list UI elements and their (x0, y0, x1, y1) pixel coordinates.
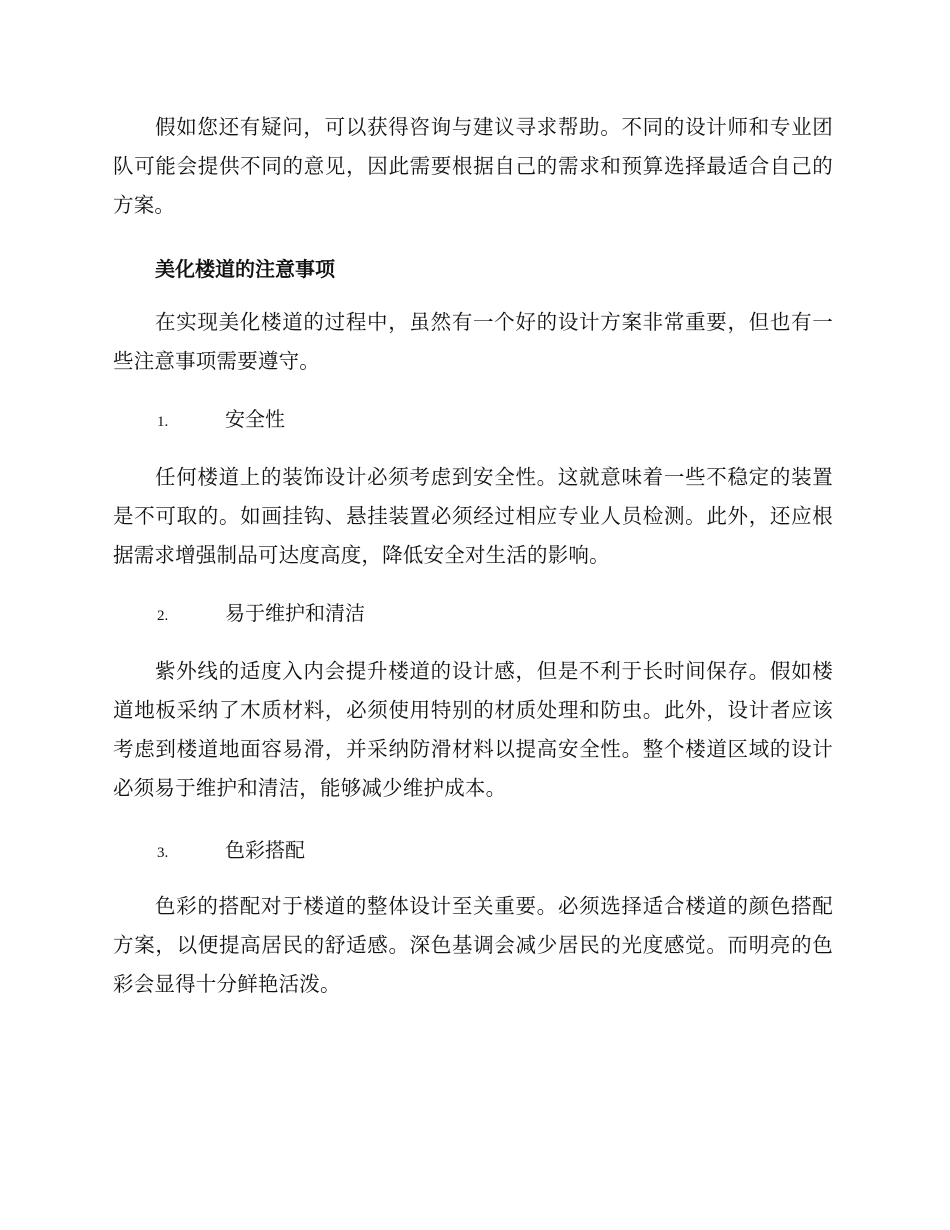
list-item-number: 1. (157, 414, 169, 430)
intro-paragraph: 假如您还有疑问，可以获得咨询与建议寻求帮助。不同的设计师和专业团队可能会提供不同的意见，因此需要根据自己的需求和预算选择最适合自己的方案。 (113, 115, 833, 217)
list-item-safety (157, 405, 285, 436)
color-paragraph: 色彩的搭配对于楼道的整体设计至关重要。必须选择适合楼道的颜色搭配方案，以便提高居民的舒适感。深色基调会减少居民的光度感觉。而明亮的色彩会显得十分鲜艳活泼。 (113, 894, 833, 996)
list-item-color (157, 836, 305, 867)
list-item-title: 易于维护和清洁 (225, 601, 365, 625)
safety-paragraph: 任何楼道上的装饰设计必须考虑到安全性。这就意味着一些不稳定的装置是不可取的。如画挂钩、悬挂装置必须经过相应专业人员检测。此外，还应根据需求增强制品可达度高度，降低安全对生活的影响。 (113, 465, 833, 567)
list-item-number: 3. (157, 845, 169, 861)
list-item-title: 安全性 (225, 407, 285, 431)
section-intro-paragraph: 在实现美化楼道的过程中，虽然有一个好的设计方案非常重要，但也有一些注意事项需要遵守。 (113, 310, 833, 373)
section-heading: 美化楼道的注意事项 (155, 257, 335, 281)
list-item-maintenance (157, 599, 365, 630)
maintenance-paragraph: 紫外线的适度入内会提升楼道的设计感，但是不利于长时间保存。假如楼道地板采纳了木质材料，必须使用特别的材质处理和防虫。此外，设计者应该考虑到楼道地面容易滑，并采纳防滑材料以提高安全性。整个楼道区域的设计必须易于维护和清洁，能够减少维护成本。 (113, 659, 833, 800)
list-item-number: 2. (157, 608, 169, 624)
list-item-title: 色彩搭配 (225, 838, 305, 862)
